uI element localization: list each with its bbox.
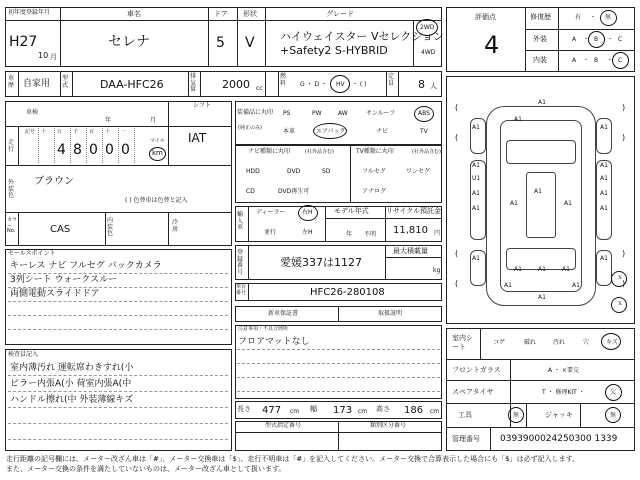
- seat-burn: コゲ: [493, 339, 506, 346]
- type-number-label: 型式指定番号: [265, 422, 302, 429]
- mark-left-rear-door-2: A1: [472, 205, 480, 212]
- equip-tv: TV: [420, 128, 428, 135]
- recycle-col-label: 冷房: [172, 219, 179, 233]
- mark-left-front-door: A1: [472, 162, 480, 169]
- tools-value: 無: [513, 412, 520, 419]
- capacity-unit: 人: [430, 82, 437, 90]
- inspection-label: 車検: [26, 109, 39, 116]
- repair-yes: 有: [575, 14, 582, 21]
- mile-label: マイル: [150, 138, 165, 144]
- length-value: 477: [262, 405, 282, 416]
- int-a: A: [572, 57, 577, 64]
- tv-type-sub: (社外品含む): [412, 149, 441, 155]
- mileage-digit: 4: [57, 142, 66, 158]
- spare-tire-options: T ・ 修理KIT ・: [542, 389, 585, 396]
- circle-mark-abs: [414, 106, 434, 122]
- mark-front-left: A1: [514, 116, 522, 123]
- spare-tire-missing: 欠: [610, 389, 617, 396]
- width-unit: cm: [358, 408, 368, 415]
- repair-history-label: 修復歴: [530, 13, 551, 21]
- import-dealer: ディーラー: [256, 209, 286, 216]
- mileage-digit-label: 万: [57, 129, 63, 135]
- navi-type-label: ナビ種類に丸印: [248, 148, 291, 155]
- inspection-month-unit: 月: [150, 117, 157, 124]
- circle-mark-spare-missing: [605, 384, 622, 401]
- model-year-label: モデル年式: [334, 207, 369, 215]
- circle-mark-tools-none: [508, 407, 524, 423]
- max-load-label: 最大積載量: [393, 247, 428, 255]
- circle-mark-hv: [330, 75, 350, 93]
- tools-label: 工具: [458, 411, 472, 419]
- grade-label: グレード: [326, 10, 354, 18]
- equip-sunroof: サンルーフ: [366, 110, 396, 117]
- drive-2wd: 2WD: [420, 24, 435, 31]
- inspector-notes-label: 検査員記入: [8, 351, 39, 358]
- mileage-digit-label: 百: [89, 129, 95, 135]
- mark-rear-bumper-right: A1: [572, 282, 580, 289]
- drive-4wd: 4WD: [421, 49, 436, 56]
- equip-leather: 本革: [283, 128, 296, 135]
- door-count: 5: [216, 35, 225, 51]
- sales-points-label: セールスポイント: [8, 250, 56, 257]
- circle-mark-ext-b: [588, 31, 605, 48]
- circle-mark-2wd: [416, 19, 438, 36]
- mark-rear-bumper: A1: [538, 294, 546, 301]
- spare-tire-label: スペアタイヤ: [452, 388, 494, 396]
- int-c: C: [618, 57, 623, 64]
- capacity-label: 定員: [388, 73, 395, 87]
- left-side-outline: [470, 160, 486, 240]
- circle-mark-km: [149, 147, 166, 161]
- color-value: ブラウン: [34, 176, 74, 187]
- fuel-selected: HV: [336, 81, 345, 88]
- sales-point-2: 3列シート ウォークスルー: [10, 275, 118, 285]
- width-value: 173: [333, 405, 353, 416]
- notes-line-1: フロアマットなし: [238, 337, 310, 347]
- seat-hole: 穴: [583, 339, 590, 346]
- fuel-rest: ・ ( ): [352, 81, 367, 88]
- cc-unit: cc: [256, 85, 263, 92]
- height-unit: cm: [430, 408, 440, 415]
- footer-line-1: 走行距離の記号欄には、メーター改ざん車は「#」、メーター交換車は「$」、走行不明車は「#」を記入してください。メーター交換で合算表示した場合にも「$」は必ず記入します。: [6, 455, 580, 463]
- tire-mark-1: ｘ: [617, 274, 624, 281]
- model-code: DAA-HFC26: [100, 78, 164, 91]
- color-note: ( ) 色替車は色替と記入: [125, 197, 188, 204]
- registration-label: 登録番号: [237, 249, 244, 276]
- import-label: 輸入車: [237, 211, 244, 232]
- inspector-note-1: 室内薄汚れ 運転席わきすれ(小: [10, 363, 134, 373]
- navi-cd: CD: [246, 188, 255, 195]
- management-number: 0393900024250300 1339: [500, 434, 618, 444]
- seat-dirt: 汚れ: [553, 339, 566, 346]
- import-left: 左H: [302, 229, 313, 236]
- reg-month-unit: 月: [50, 53, 57, 61]
- equip-pw: PW: [312, 110, 322, 117]
- circle-mark-repair-no: [600, 10, 617, 26]
- mileage-digit: 8: [73, 142, 82, 158]
- circle-mark-scratch: [601, 333, 621, 350]
- windshield-outline: [506, 140, 576, 164]
- int-b: B: [594, 57, 599, 64]
- mileage-digit-label: 一: [121, 129, 127, 135]
- interior-grade-label: 内装: [533, 56, 547, 64]
- exterior-grade-label: 外装: [533, 35, 547, 43]
- shape: V: [245, 35, 255, 51]
- navi-dvd-play: DVD再生可: [278, 188, 310, 195]
- equip-abs: ABS: [418, 110, 430, 117]
- mark-right-rear-door-2: A1: [600, 205, 608, 212]
- color-no-value: CAS: [50, 224, 71, 235]
- score-label: 評価点: [475, 13, 496, 21]
- navi-hdd: HDD: [246, 168, 260, 175]
- equip-airbag: エアバック: [316, 128, 346, 135]
- mark-right-door-2: A1: [600, 175, 608, 182]
- capacity: 8: [418, 78, 425, 91]
- tv-fullseg: フルセグ: [362, 168, 386, 175]
- registration-value: 愛媛337は1127: [280, 256, 362, 269]
- equipment-sublabel: (純正のみ): [238, 125, 262, 131]
- mark-right-front-door: A1: [600, 162, 608, 169]
- usage-label: 車歴: [8, 75, 15, 89]
- equip-ps: PS: [283, 110, 291, 117]
- reg-month: 10: [38, 51, 49, 60]
- management-label: 管理番号: [452, 435, 480, 443]
- height-label: 高さ: [376, 405, 390, 413]
- ext-b: B: [594, 36, 599, 43]
- mileage-digit: 0: [121, 142, 130, 158]
- ext-c: C: [618, 36, 623, 43]
- circle-mark-jack-none: [605, 407, 621, 423]
- usage-value: 自家用: [23, 79, 51, 89]
- inspector-note-3: ハンドル擦れ(中 外装薄線キズ: [10, 395, 134, 405]
- owner-manual: 取扱説明: [378, 310, 403, 317]
- chassis-label: 車台番号: [236, 284, 247, 296]
- car-name: セレナ: [108, 34, 150, 50]
- length-label: 長さ: [237, 405, 251, 413]
- shift-label: シフト: [193, 102, 212, 109]
- mark-roof-left: A1: [510, 200, 518, 207]
- mark-left-door-2: U1: [472, 175, 481, 182]
- equip-navi: ナビ: [376, 128, 389, 135]
- door-label: ドア: [214, 10, 228, 18]
- notes-label: 注意事項・不具合箇所: [238, 326, 289, 332]
- import-parallel: 並行: [264, 229, 277, 236]
- jack-value: 無: [610, 412, 617, 419]
- mark-rear-right: A1: [562, 266, 570, 273]
- mileage-digit-label: 記号: [25, 129, 36, 135]
- sales-point-3: 両側電動スライドドア: [10, 289, 100, 299]
- mark-front-bumper: A1: [538, 99, 546, 106]
- mark-right-quarter: A1: [600, 255, 608, 262]
- grade-line1: ハイウェイスター Vセレクション: [280, 30, 445, 43]
- shape-label: 形状: [243, 10, 257, 18]
- inspection-year-unit: 年: [105, 117, 112, 124]
- reg-year-label: 初年度登録年月: [8, 9, 51, 16]
- model-year-unit: 年: [346, 231, 353, 238]
- mileage-digit-label: 十: [105, 129, 111, 135]
- displacement: 2000: [222, 78, 250, 91]
- equip-aw: AW: [338, 110, 348, 117]
- mark-left-fender: A1: [472, 124, 480, 131]
- grade-line2: +Safety2 S-HYBRID: [280, 44, 388, 57]
- equipment-block: [235, 101, 442, 145]
- mark-right-rear-door: A1: [600, 190, 608, 197]
- chassis-value: HFC26-280108: [310, 287, 385, 298]
- color-label: 外装色: [8, 179, 15, 200]
- circle-mark-int-c: [612, 52, 629, 69]
- right-side-outline: [596, 160, 612, 240]
- windshield-value: A ・ ×要交: [548, 367, 579, 374]
- footer-line-2: また、メーター交換の条件を満たしていないものは、メーター改ざん車として扱います。: [6, 465, 286, 473]
- class-number-label: 類別区分番号: [370, 422, 407, 429]
- jack-label: ジャッキ: [545, 411, 573, 419]
- tv-type-label: TV種類に丸印: [356, 148, 394, 155]
- navi-type-sub: (社外品含む): [305, 149, 334, 155]
- car-name-label: 車名: [127, 10, 141, 18]
- interior-seat-label: 室内シート: [452, 334, 473, 352]
- fuel-label: 燃料: [280, 73, 287, 87]
- displacement-label: 排気量: [190, 73, 197, 94]
- mark-roof: A1: [534, 188, 542, 195]
- color-no-label: カラーNo.: [7, 217, 18, 234]
- mileage-digit-label: 千: [73, 129, 79, 135]
- seat-scratch: キズ: [606, 339, 618, 346]
- model-year-unknown: 不明: [364, 231, 377, 238]
- mark-left-rear-door: A1: [472, 190, 480, 197]
- roof-outline: [526, 172, 556, 238]
- circle-mark-airbag: [313, 123, 347, 139]
- height-value: 186: [404, 405, 424, 416]
- tv-analog: アナログ: [362, 188, 387, 195]
- ext-a: A: [572, 36, 577, 43]
- recycle-fee-value: 11,810: [393, 225, 428, 236]
- recycle-fee-unit: 円: [434, 230, 441, 237]
- seat-tear: 破れ: [524, 339, 537, 346]
- mileage-label: 走行: [8, 139, 15, 153]
- width-label: 幅: [310, 405, 317, 413]
- score-value: 4: [484, 31, 500, 59]
- mileage-digit: 0: [89, 142, 98, 158]
- tire-mark-2: ｘ: [617, 300, 624, 307]
- recycle-fee-label: リサイクル預託金: [386, 207, 442, 215]
- windshield-label: フロントガラス: [452, 366, 501, 374]
- mileage-digit-label: 十: [41, 129, 47, 135]
- mileage-digit: 0: [105, 142, 114, 158]
- tv-oneseg: ワンセグ: [406, 168, 431, 175]
- equipment-label: 装備品に丸印: [237, 109, 274, 116]
- vehicle-info-block: [5, 101, 232, 246]
- reg-year: H27: [9, 34, 38, 50]
- mark-rear-center: A1: [538, 266, 546, 273]
- model-label: 型式: [62, 75, 69, 89]
- mark-roof-right: A1: [564, 200, 572, 207]
- circle-mark-right-hand: [298, 205, 318, 221]
- max-load-unit: kg: [433, 267, 441, 274]
- length-unit: cm: [290, 408, 300, 415]
- mark-rear-bumper-left: A1: [504, 282, 512, 289]
- mark-left-quarter: A1: [472, 255, 480, 262]
- mileage-unit: km: [152, 149, 163, 157]
- sales-point-1: キーレス ナビ フルセグ バックカメラ: [10, 261, 162, 271]
- navi-sd: SD: [322, 168, 331, 175]
- import-right: 右H: [302, 209, 313, 216]
- inspector-note-2: ピラー内張A(小 荷室内張A(中: [10, 379, 132, 389]
- shift-value: IAT: [188, 131, 207, 145]
- navi-dvd: DVD: [287, 168, 301, 175]
- mark-right-fender: A1: [600, 124, 608, 131]
- mark-rear-left: A1: [514, 266, 522, 273]
- fuel-options: G ・ D ・: [300, 81, 327, 88]
- new-car-warranty: 新車保証書: [268, 310, 299, 317]
- repair-no: 無: [605, 14, 612, 21]
- interior-color-label: 内装色: [107, 217, 114, 238]
